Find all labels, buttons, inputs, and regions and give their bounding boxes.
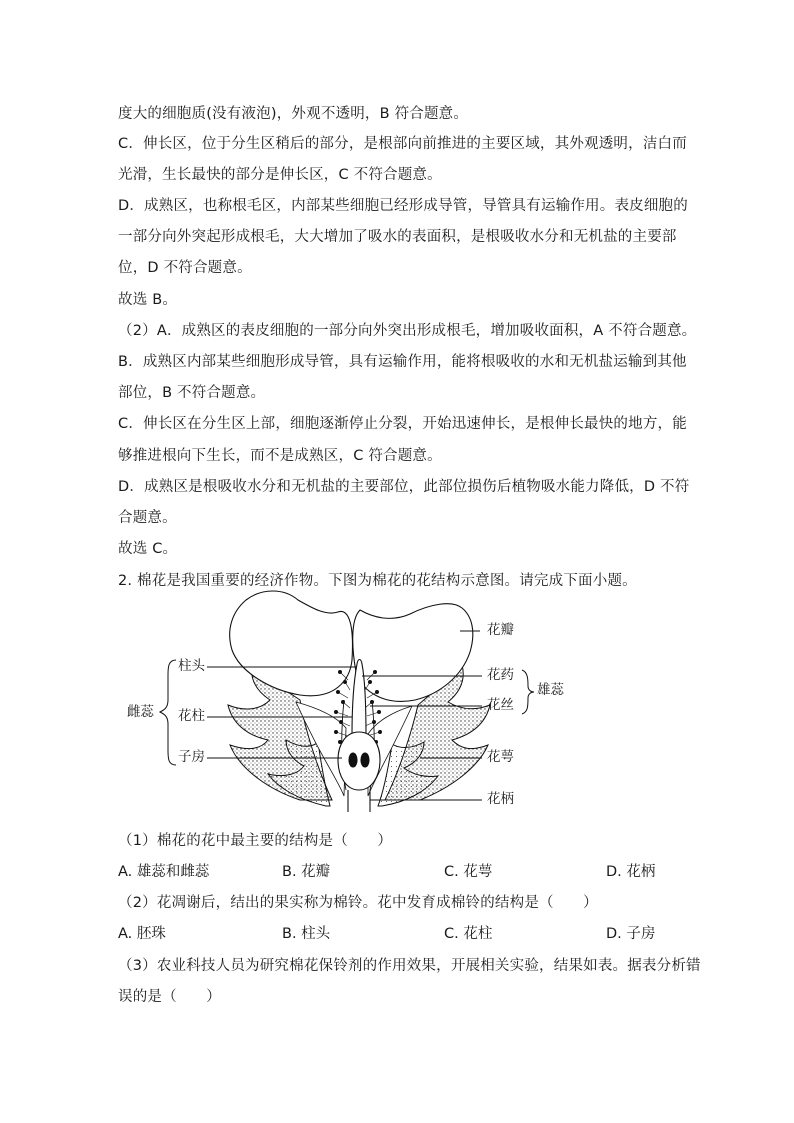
explanation-line: B．成熟区内部某些细胞形成导管，具有运输作用，能将根吸收的水和无机盐运输到其他 xyxy=(118,354,687,370)
stamen-brace xyxy=(522,670,534,714)
sub1-option-d[interactable]: D. 花柄 xyxy=(606,864,656,880)
explanation-line: C．伸长区在分生区上部，细胞逐渐停止分裂，开始迅速伸长，是根伸长最快的地方，能 xyxy=(118,416,687,432)
label-pedicel: 花柄 xyxy=(487,791,514,807)
explanation-line: （2）A．成熟区的表皮细胞的一部分向外突出形成根毛，增加吸收面积，A 不符合题意。 xyxy=(118,323,697,339)
label-petal: 花瓣 xyxy=(487,622,514,638)
sub-question-3-stem-cont: 误的是（ ） xyxy=(118,989,221,1005)
ovary-shape xyxy=(338,732,380,790)
sub1-option-b[interactable]: B. 花瓣 xyxy=(282,864,331,880)
explanation-line: 合题意。 xyxy=(118,510,177,526)
sub-question-3-stem: （3）农业科技人员为研究棉花保铃剂的作用效果，开展相关实验，结果如表。据表分析错 xyxy=(118,958,701,974)
sub2-option-b[interactable]: B. 柱头 xyxy=(282,926,331,942)
explanation-line: 够推进根向下生长，而不是成熟区，C 符合题意。 xyxy=(118,448,442,464)
label-anther: 花药 xyxy=(487,667,514,683)
label-style: 花柱 xyxy=(178,708,205,724)
explanation-line: 一部分向外突起形成根毛，大大增加了吸水的表面积，是根吸收水分和无机盐的主要部 xyxy=(118,229,677,245)
sub-question-1-stem: （1）棉花的花中最主要的结构是（ ） xyxy=(118,833,393,849)
label-ovary: 子房 xyxy=(178,749,205,765)
explanation-line: C．伸长区，位于分生区稍后的部分，是根部向前推进的主要区域，其外观透明，洁白而 xyxy=(118,136,687,152)
question-stem: 2. 棉花是我国重要的经济作物。下图为棉花的花结构示意图。请完成下面小题。 xyxy=(118,573,637,589)
explanation-line: 部位，B 不符合题意。 xyxy=(118,385,266,401)
label-stigma: 柱头 xyxy=(178,658,205,674)
explanation-line: 位，D 不符合题意。 xyxy=(118,260,252,276)
sub1-option-a[interactable]: A. 雄蕊和雌蕊 xyxy=(118,864,210,880)
sub2-option-a[interactable]: A. 胚珠 xyxy=(118,926,166,942)
pedicel xyxy=(348,790,370,812)
pistil-brace xyxy=(160,660,176,765)
explanation-line: 故选 B。 xyxy=(118,292,178,308)
label-stamen: 雄蕊 xyxy=(537,682,564,698)
sub1-option-c[interactable]: C. 花萼 xyxy=(444,864,493,880)
explanation-line: 光滑，生长最快的部分是伸长区，C 不符合题意。 xyxy=(118,167,442,183)
explanation-line: 故选 C。 xyxy=(118,541,178,557)
sub2-option-d[interactable]: D. 子房 xyxy=(606,926,656,942)
label-filament: 花丝 xyxy=(487,697,514,713)
label-sepal: 花萼 xyxy=(487,749,514,765)
explanation-line: D．成熟区，也称根毛区，内部某些细胞已经形成导管，导管具有运输作用。表皮细胞的 xyxy=(118,198,688,214)
label-pistil: 雌蕊 xyxy=(127,704,154,720)
explanation-line: 度大的细胞质(没有液泡)，外观不透明，B 符合题意。 xyxy=(118,106,469,122)
explanation-line: D．成熟区是根吸收水分和无机盐的主要部位，此部位损伤后植物吸水能力降低，D 不符 xyxy=(118,479,690,495)
sub-question-2-stem: （2）花凋谢后，结出的果实称为棉铃。花中发育成棉铃的结构是（ ） xyxy=(118,895,598,911)
sub2-option-c[interactable]: C. 花柱 xyxy=(444,926,493,942)
